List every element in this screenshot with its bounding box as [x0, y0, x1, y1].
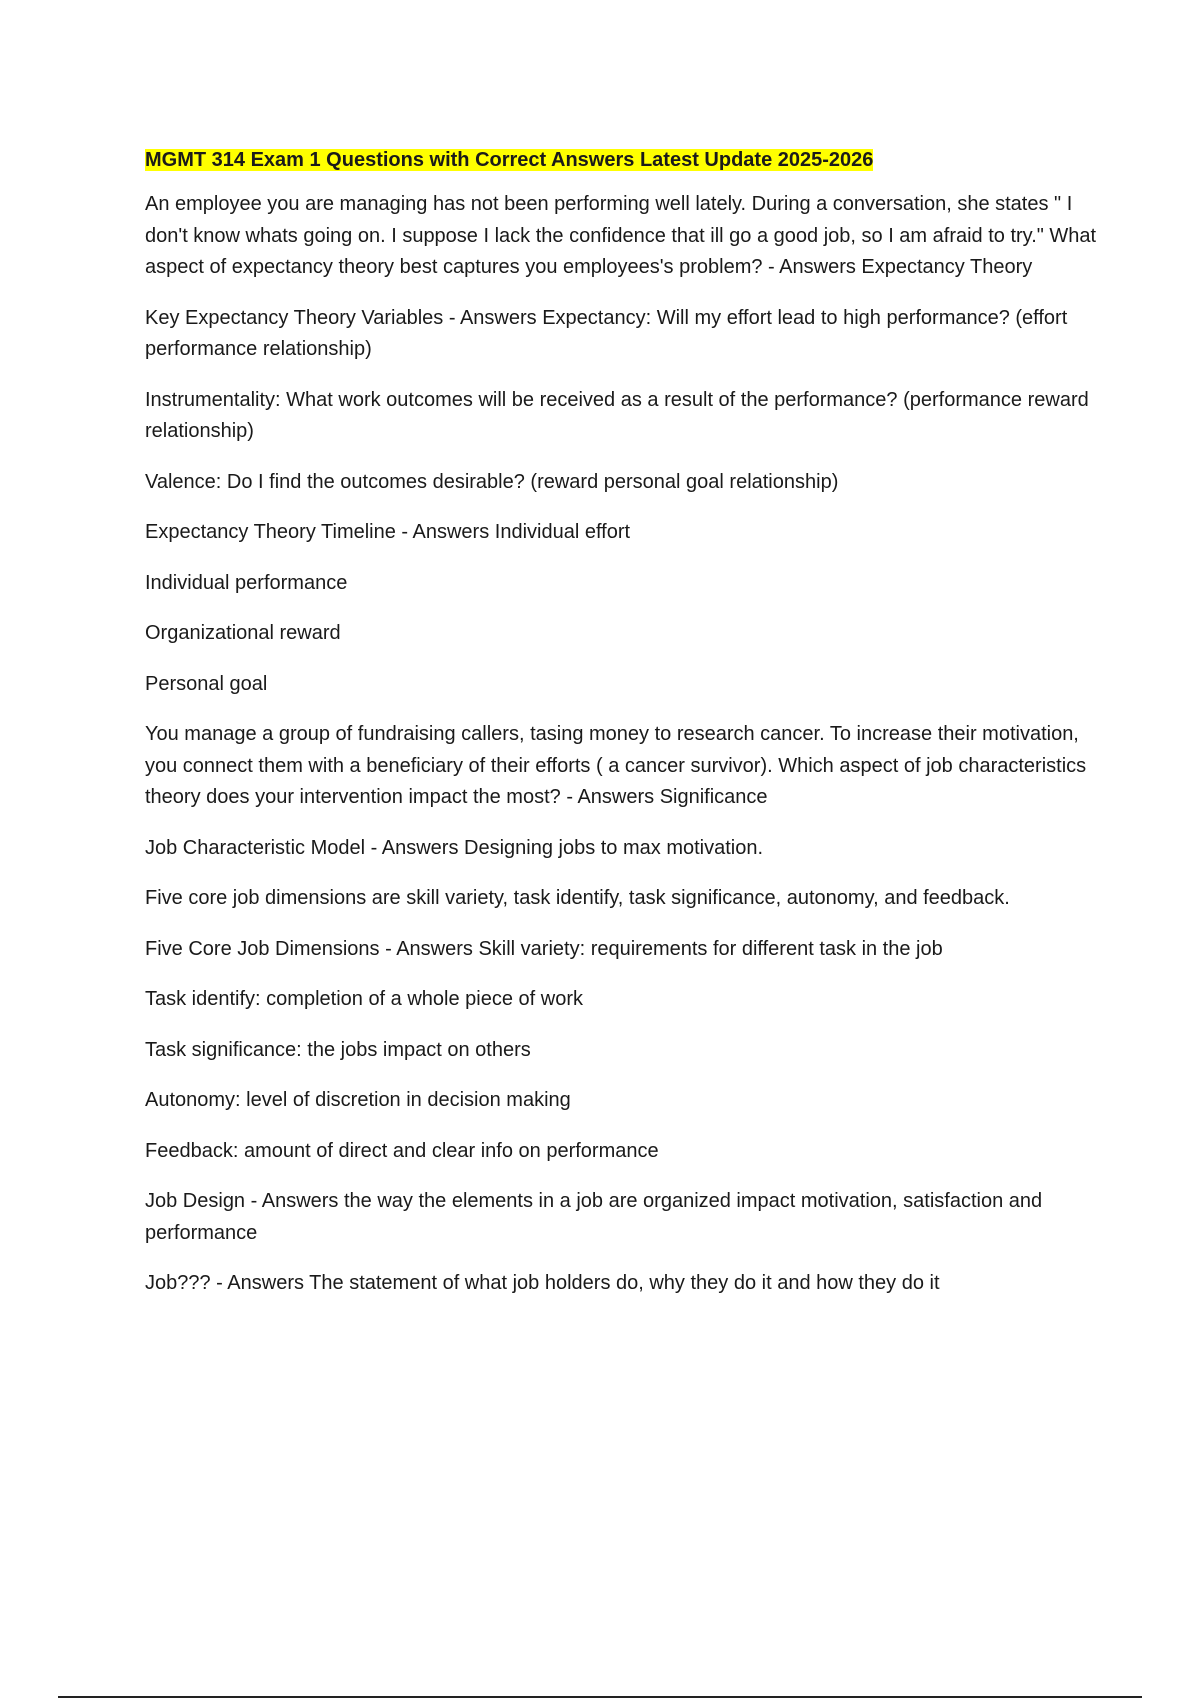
- paragraph: Feedback: amount of direct and clear info on performance: [145, 1139, 659, 1162]
- title-container: [145, 145, 1105, 175]
- footer-divider: [58, 1696, 1142, 1698]
- paragraph: Expectancy Theory Timeline - Answers Individual effort: [145, 521, 631, 543]
- document-title: MGMT 314 Exam 1 Questions with Correct Answers Latest Update 2025-2026: [145, 149, 874, 171]
- paragraph: Autonomy: level of discretion in decision making: [145, 1089, 571, 1111]
- paragraph: Key Expectancy Theory Variables - Answers Expectancy: Will my effort lead to high performance? (effort performance relationship): [145, 306, 1068, 360]
- paragraph: Task identify: completion of a whole piece of work: [145, 988, 583, 1010]
- paragraph: Job??? - Answers The statement of what job holders do, why they do it and how they do it: [145, 1272, 940, 1294]
- paragraph: Organizational reward: [145, 622, 341, 644]
- paragraph: Five core job dimensions are skill variety, task identify, task significance, autonomy, and feedback.: [145, 887, 1010, 909]
- paragraph: An employee you are managing has not been performing well lately. During a conversation, she states " I don't know whats going on. I suppose I lack the confidence that ill go a good job, so I am afraid to try." What aspect of expectancy theory best captures you employees's problem? - Answers Expectancy Theory: [145, 193, 1097, 278]
- paragraph: Valence: Do I find the outcomes desirable? (reward personal goal relationship): [145, 470, 839, 493]
- paragraph: Instrumentality: What work outcomes will be received as a result of the performance? (performance reward relationship): [145, 388, 1089, 442]
- paragraph: Five Core Job Dimensions - Answers Skill variety: requirements for different task in the job: [145, 937, 943, 960]
- paragraph: Job Design - Answers the way the elements in a job are organized impact motivation, satisfaction and performance: [145, 1190, 1043, 1244]
- paragraph: You manage a group of fundraising callers, tasing money to research cancer. To increase their motivation, you connect them with a beneficiary of their efforts ( a cancer survivor). Which aspect of job characteristics theory does your intervention impact the most? - Answers Significance: [145, 723, 1087, 808]
- paragraph: Personal goal: [145, 672, 268, 695]
- paragraph: Individual performance: [145, 571, 348, 594]
- paragraph: Task significance: the jobs impact on others: [145, 1038, 531, 1061]
- document-page: [145, 145, 1105, 1319]
- paragraph: Job Characteristic Model - Answers Designing jobs to max motivation.: [145, 836, 764, 859]
